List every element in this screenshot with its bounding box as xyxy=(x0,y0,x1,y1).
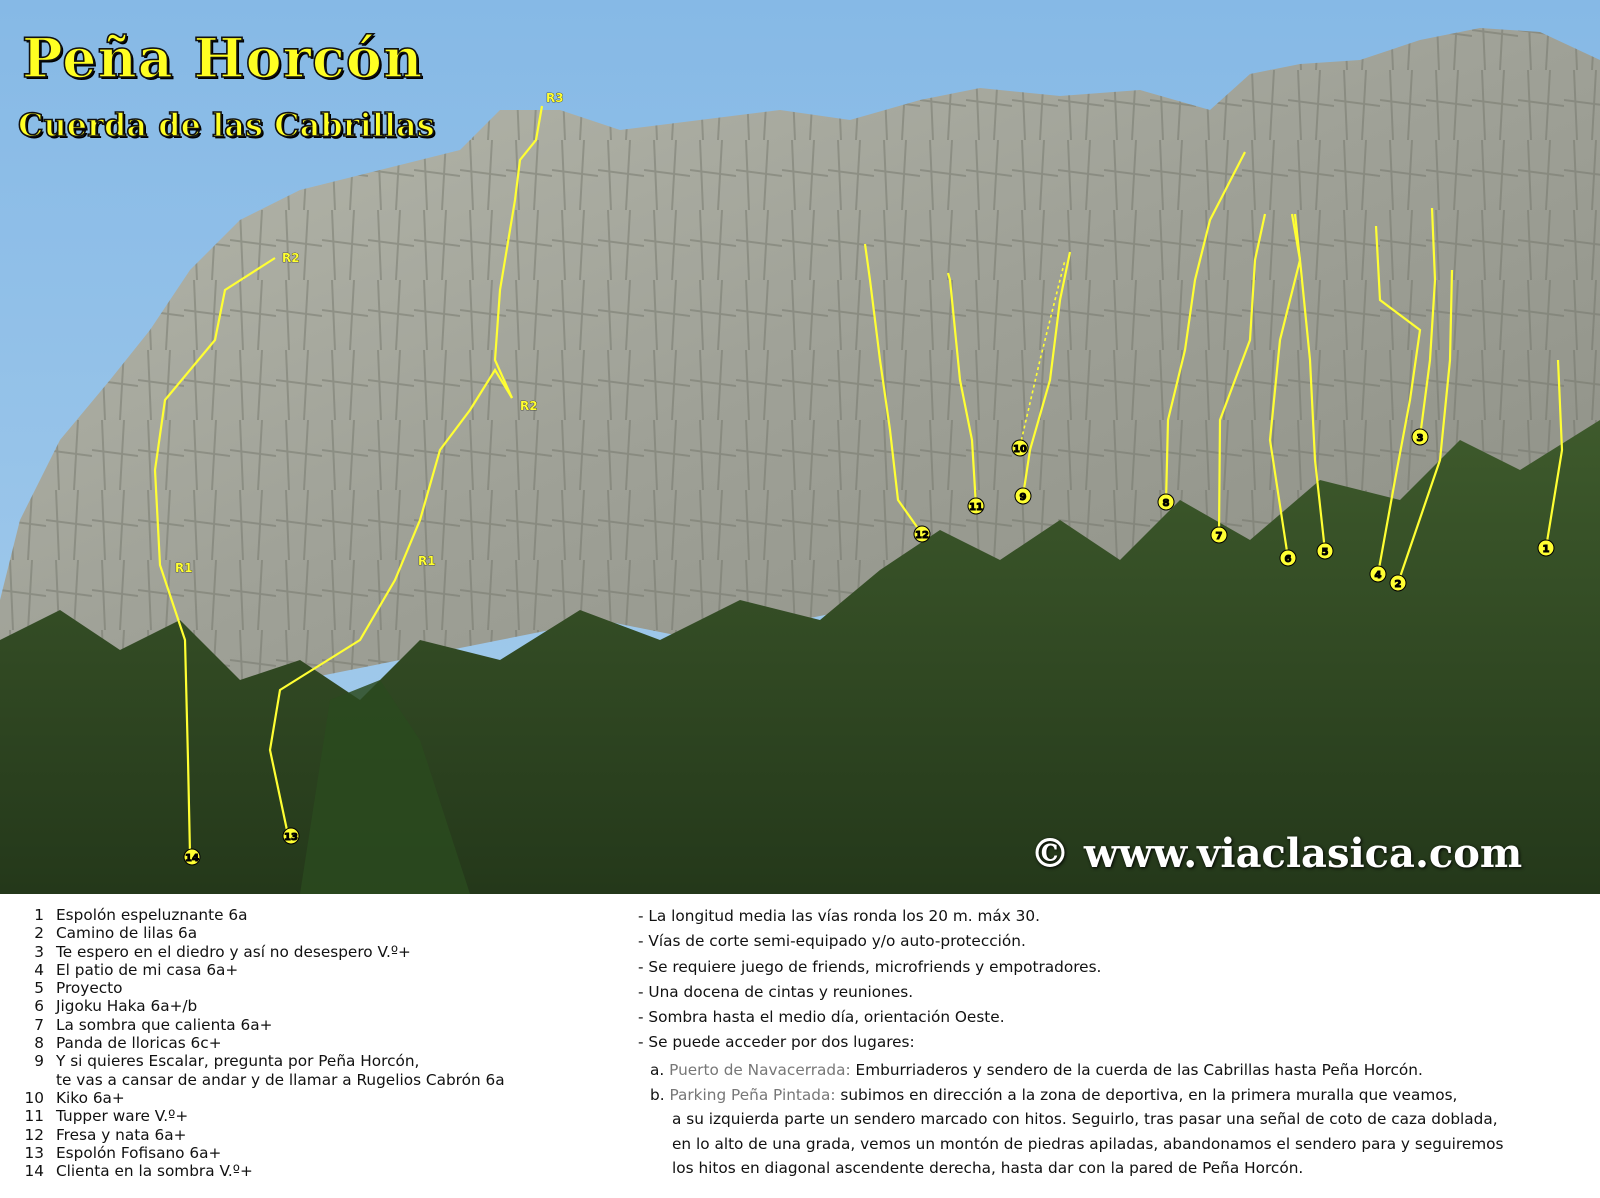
route-name: La sombra que calienta 6a+ xyxy=(56,1015,273,1034)
svg-text:13: 13 xyxy=(284,832,298,843)
route-number: 14 xyxy=(24,1162,44,1181)
route-number: 4 xyxy=(34,960,44,979)
access-text: Emburriaderos y sendero de la cuerda de las Cabrillas hasta Peña Horcón. xyxy=(855,1061,1423,1079)
route-number: 1 xyxy=(34,906,44,924)
route-name: Te espero en el diedro y así no desespero V.º+ xyxy=(56,942,411,961)
note-item: - Se puede acceder por dos lugares: xyxy=(638,1033,915,1052)
route-name: Proyecto xyxy=(56,979,123,998)
svg-text:1: 1 xyxy=(1542,544,1550,555)
relay-label-r2-left: R2 xyxy=(282,251,300,265)
svg-text:3: 3 xyxy=(1416,433,1424,444)
page-title: Peña Horcón xyxy=(22,26,424,90)
route-item xyxy=(22,997,505,1015)
access-letter: b. xyxy=(650,1085,665,1104)
svg-text:8: 8 xyxy=(1162,498,1170,509)
route-name-continuation: te vas a cansar de andar y de llamar a Rugelios Cabrón 6a xyxy=(56,1070,505,1089)
access-continuation: a su izquierda parte un sendero marcado con hitos. Seguirlo, tras pasar una señal de coto de caza doblada, xyxy=(672,1110,1498,1129)
relay-label-r3: R3 xyxy=(546,91,564,105)
route-number: 5 xyxy=(34,979,44,998)
svg-text:7: 7 xyxy=(1215,531,1223,542)
route-item xyxy=(22,1052,505,1070)
route-item xyxy=(22,1162,505,1180)
svg-text:9: 9 xyxy=(1019,492,1027,503)
access-place: Parking Peña Pintada: xyxy=(669,1085,836,1104)
note-item: - Vías de corte semi-equipado y/o auto-protección. xyxy=(638,932,1026,951)
route-item xyxy=(22,979,505,997)
access-continuation: los hitos en diagonal ascendente derecha, hasta dar con la pared de Peña Horcón. xyxy=(672,1159,1304,1178)
note-item: - Sombra hasta el medio día, orientación Oeste. xyxy=(638,1008,1005,1027)
svg-text:6: 6 xyxy=(1284,554,1292,565)
svg-text:11: 11 xyxy=(969,502,983,513)
route-item xyxy=(22,1126,505,1144)
legend-panel xyxy=(0,894,1600,1198)
relay-label-r2-right: R2 xyxy=(520,399,538,413)
route-name: Camino de lilas 6a xyxy=(56,924,198,943)
notes-list xyxy=(638,904,1101,1056)
route-name: Espolón espeluznante 6a xyxy=(56,906,248,924)
route-name: Kiko 6a+ xyxy=(56,1088,125,1107)
note-item: - Se requiere juego de friends, microfriends y empotradores. xyxy=(638,957,1102,976)
route-number: 2 xyxy=(34,924,44,943)
svg-text:4: 4 xyxy=(1374,570,1382,581)
route-item xyxy=(22,906,505,924)
route-name: Jigoku Haka 6a+/b xyxy=(56,997,198,1016)
access-place: Puerto de Navacerrada: xyxy=(669,1061,851,1079)
route-number: 11 xyxy=(24,1107,44,1126)
route-number: 12 xyxy=(24,1125,44,1144)
route-number: 3 xyxy=(34,942,44,961)
route-name: El patio de mi casa 6a+ xyxy=(56,960,239,979)
svg-text:12: 12 xyxy=(915,530,929,541)
note-item: - La longitud media las vías ronda los 20 m. máx 30. xyxy=(638,907,1041,925)
svg-text:5: 5 xyxy=(1321,547,1329,558)
route-name: Espolón Fofisano 6a+ xyxy=(56,1143,222,1162)
access-item-a xyxy=(650,1058,1503,1083)
route-name: Clienta en la sombra V.º+ xyxy=(56,1162,253,1181)
route-number: 9 xyxy=(34,1052,44,1071)
route-item xyxy=(22,1144,505,1162)
route-number: 6 xyxy=(34,997,44,1016)
route-list xyxy=(22,906,505,1180)
route-item xyxy=(22,943,505,961)
page-subtitle: Cuerda de las Cabrillas xyxy=(18,106,435,144)
route-name: Tupper ware V.º+ xyxy=(56,1107,189,1126)
route-name: Fresa y nata 6a+ xyxy=(56,1125,187,1144)
route-number: 10 xyxy=(24,1088,44,1107)
route-item xyxy=(22,924,505,942)
route-item xyxy=(22,1034,505,1052)
route-item xyxy=(22,961,505,979)
access-list xyxy=(650,1058,1503,1181)
note-item: - Una docena de cintas y reuniones. xyxy=(638,982,914,1001)
svg-text:10: 10 xyxy=(1013,444,1027,455)
copyright-watermark: © www.viaclasica.com xyxy=(1030,830,1523,877)
access-continuation: en lo alto de una grada, vemos un montón de piedras apiladas, abandonamos el sendero para y seguiremos xyxy=(672,1134,1504,1153)
route-item xyxy=(22,1016,505,1034)
route-number: 8 xyxy=(34,1034,44,1053)
route-name: Panda de lloricas 6c+ xyxy=(56,1034,222,1053)
relay-label-r1-left: R1 xyxy=(175,561,193,575)
access-text: subimos en dirección a la zona de deportiva, en la primera muralla que veamos, xyxy=(840,1085,1458,1104)
access-item-b xyxy=(650,1083,1503,1108)
route-item-continuation xyxy=(22,1071,505,1089)
route-item xyxy=(22,1107,505,1125)
route-number: 13 xyxy=(24,1143,44,1162)
svg-text:2: 2 xyxy=(1394,579,1402,590)
svg-text:14: 14 xyxy=(185,853,199,864)
route-number: 7 xyxy=(34,1015,44,1034)
access-letter: a. xyxy=(650,1061,665,1079)
route-item xyxy=(22,1089,505,1107)
relay-label-r1-right: R1 xyxy=(418,554,436,568)
route-name: Y si quieres Escalar, pregunta por Peña Horcón, xyxy=(56,1052,420,1071)
